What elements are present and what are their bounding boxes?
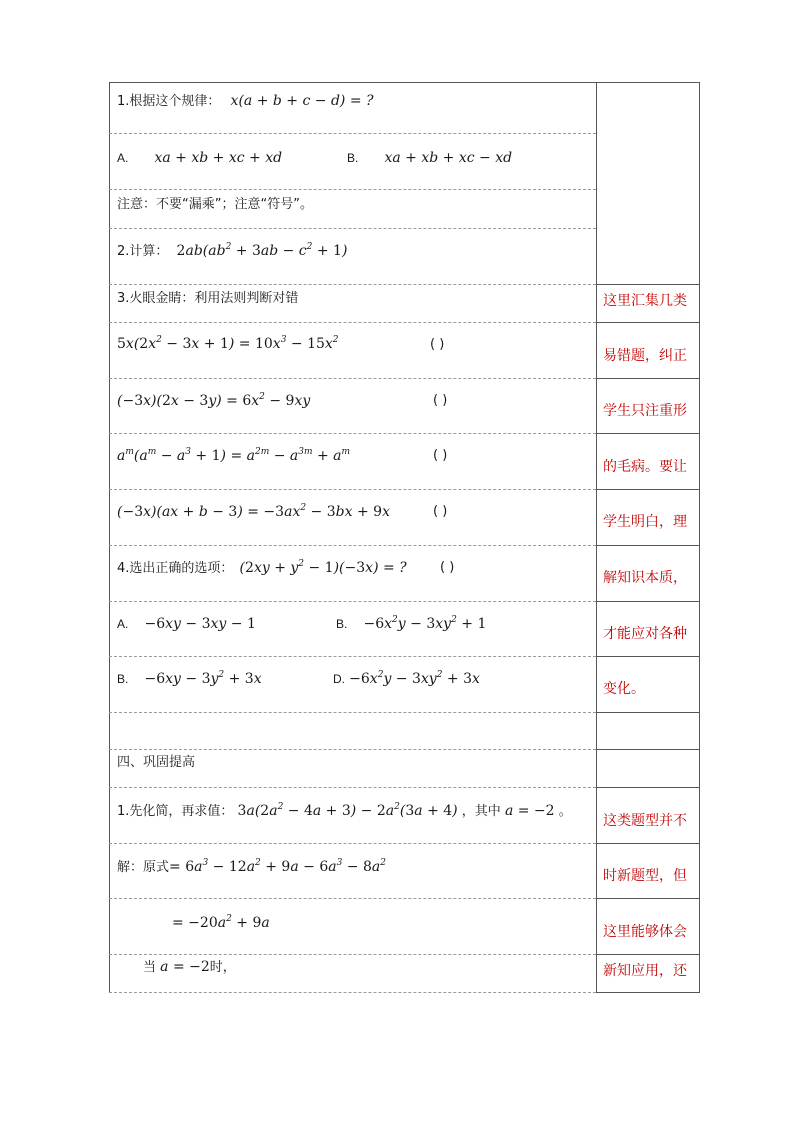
question-4	[117, 559, 407, 578]
solution-line-1	[117, 858, 386, 877]
teaching-note-line: 这里能够体会	[603, 924, 687, 940]
problem-1-condition: a = −2	[504, 803, 555, 819]
question-2-text: 2.计算：	[117, 244, 169, 259]
note-divider	[596, 712, 700, 713]
row-divider	[109, 284, 596, 285]
question-1-option-a	[117, 149, 282, 168]
option-b-expression: $-6x^2y - 3xy^2 + 1$	[363, 615, 487, 632]
when-suffix: 时，	[209, 960, 236, 975]
row-divider	[109, 712, 596, 713]
teaching-note-line: 学生明白，理	[603, 514, 687, 530]
question-4-expression: $(2xy + y^2 - 1)(-3x)$ = ?	[239, 559, 407, 576]
problem-1-period: 。	[558, 804, 572, 819]
option-b-label: B.	[336, 617, 348, 631]
teaching-note-line: 学生只注重形	[603, 403, 687, 419]
solution-expression-1: = $6a^3 - 12a^2 + 9a - 6a^3 - 8a^2$	[169, 858, 386, 875]
question-2-expression: $2ab(ab^2 + 3ab - c^2 + 1)$	[176, 242, 348, 259]
question-1	[117, 92, 374, 111]
row-divider	[109, 898, 596, 899]
question-3-text: 3.火眼金睛：利用法则判断对错	[117, 291, 299, 306]
judge-answer-blank-4[interactable]: ( )	[433, 504, 448, 519]
note-divider	[596, 787, 700, 788]
note-divider	[596, 601, 700, 602]
teaching-note-line: 这里汇集几类	[603, 293, 687, 309]
question-1-text: 1.根据这个规律：	[117, 94, 221, 109]
row-divider	[109, 322, 596, 323]
question-4-option-d	[333, 670, 480, 689]
note-divider	[596, 433, 700, 434]
row-divider	[109, 228, 596, 229]
judge-expression-1: $5x(2x^2 - 3x + 1) = 10x^3 - 15x^2$	[117, 335, 339, 352]
question-1-option-b	[347, 149, 512, 168]
note-divider	[596, 954, 700, 955]
table-top-border	[109, 82, 700, 83]
judge-expression-2: $(-3x)(2x - 3y) = 6x^2 - 9xy$	[117, 392, 311, 409]
question-4-answer-blank[interactable]: ( )	[440, 560, 455, 575]
note-divider	[596, 992, 700, 993]
teaching-note-line: 变化。	[603, 681, 645, 697]
row-divider	[109, 189, 596, 190]
option-d-expression: $-6x^2y - 3xy^2 + 3x$	[349, 670, 480, 687]
question-4-option-a	[117, 615, 256, 634]
solution-prefix: 解：原式	[117, 860, 170, 875]
option-c-label: B.	[117, 672, 129, 686]
option-c-expression: $-6xy - 3y^2 + 3x$	[144, 670, 262, 687]
note-divider	[596, 898, 700, 899]
row-divider	[109, 378, 596, 379]
solution-line-2: = $-20a^2 + 9a$	[172, 914, 270, 931]
question-4-text: 4.选出正确的选项：	[117, 561, 234, 576]
problem-1-text: 1.先化简，再求值：	[117, 804, 234, 819]
option-b-label: B.	[347, 151, 359, 165]
row-divider	[109, 656, 596, 657]
table-left-border	[109, 82, 110, 993]
row-divider	[109, 601, 596, 602]
note-divider	[596, 378, 700, 379]
teaching-note-line: 解知识本质，	[603, 570, 687, 586]
judge-answer-blank-1[interactable]: ( )	[430, 337, 445, 352]
when-prefix: 当	[143, 960, 157, 975]
notice-text: 注意：不要“漏乘”；注意“符号”。	[117, 197, 313, 212]
table-right-border	[699, 82, 700, 993]
note-divider	[596, 843, 700, 844]
option-a-label: A.	[117, 151, 129, 165]
row-divider	[109, 545, 596, 546]
note-divider	[596, 749, 700, 750]
note-divider	[596, 545, 700, 546]
problem-1-condition-text: ，其中	[461, 804, 501, 819]
row-divider	[109, 433, 596, 434]
row-divider	[109, 992, 596, 993]
problem-1	[117, 802, 572, 821]
question-1-expression: x(a + b + c − d) = ?	[230, 93, 374, 109]
note-divider	[596, 656, 700, 657]
teaching-note-line: 的毛病。要让	[603, 459, 687, 475]
judge-answer-blank-2[interactable]: ( )	[433, 393, 448, 408]
judge-expression-3: $a^m(a^m - a^3 + 1) = a^{2m} - a^{3m} + a^m$	[117, 447, 351, 464]
solution-line-3	[143, 958, 236, 977]
note-divider	[596, 322, 700, 323]
option-a-expression: −6xy − 3xy − 1	[144, 616, 256, 632]
row-divider	[109, 489, 596, 490]
teaching-note-line: 这类题型并不	[603, 813, 687, 829]
question-4-option-b	[336, 615, 486, 634]
note-divider	[596, 284, 700, 285]
teaching-note-line: 新知应用，还	[603, 963, 687, 979]
teaching-note-line: 易错题，纠正	[603, 348, 687, 364]
question-4-option-c	[117, 670, 262, 689]
row-divider	[109, 133, 596, 134]
row-divider	[109, 749, 596, 750]
option-a-label: A.	[117, 617, 129, 631]
option-d-label: D.	[333, 672, 345, 686]
section-heading: 四、巩固提高	[117, 755, 196, 770]
row-divider	[109, 954, 596, 955]
note-divider	[596, 489, 700, 490]
row-divider	[109, 843, 596, 844]
option-b-expression: xa + xb + xc − xd	[384, 150, 513, 166]
judge-answer-blank-3[interactable]: ( )	[433, 448, 448, 463]
judge-expression-4: $(-3x)(ax + b - 3) = -3ax^2 - 3bx + 9x$	[117, 503, 390, 520]
problem-1-expression: $3a(2a^2 - 4a + 3) - 2a^2(3a + 4)$	[237, 802, 458, 819]
question-2	[117, 242, 347, 261]
when-condition: a = −2	[160, 959, 210, 975]
option-a-expression: xa + xb + xc + xd	[154, 150, 283, 166]
teaching-note-line: 时新题型，但	[603, 868, 687, 884]
teaching-note-line: 才能应对各种	[603, 626, 687, 642]
column-divider	[596, 82, 597, 993]
row-divider	[109, 787, 596, 788]
